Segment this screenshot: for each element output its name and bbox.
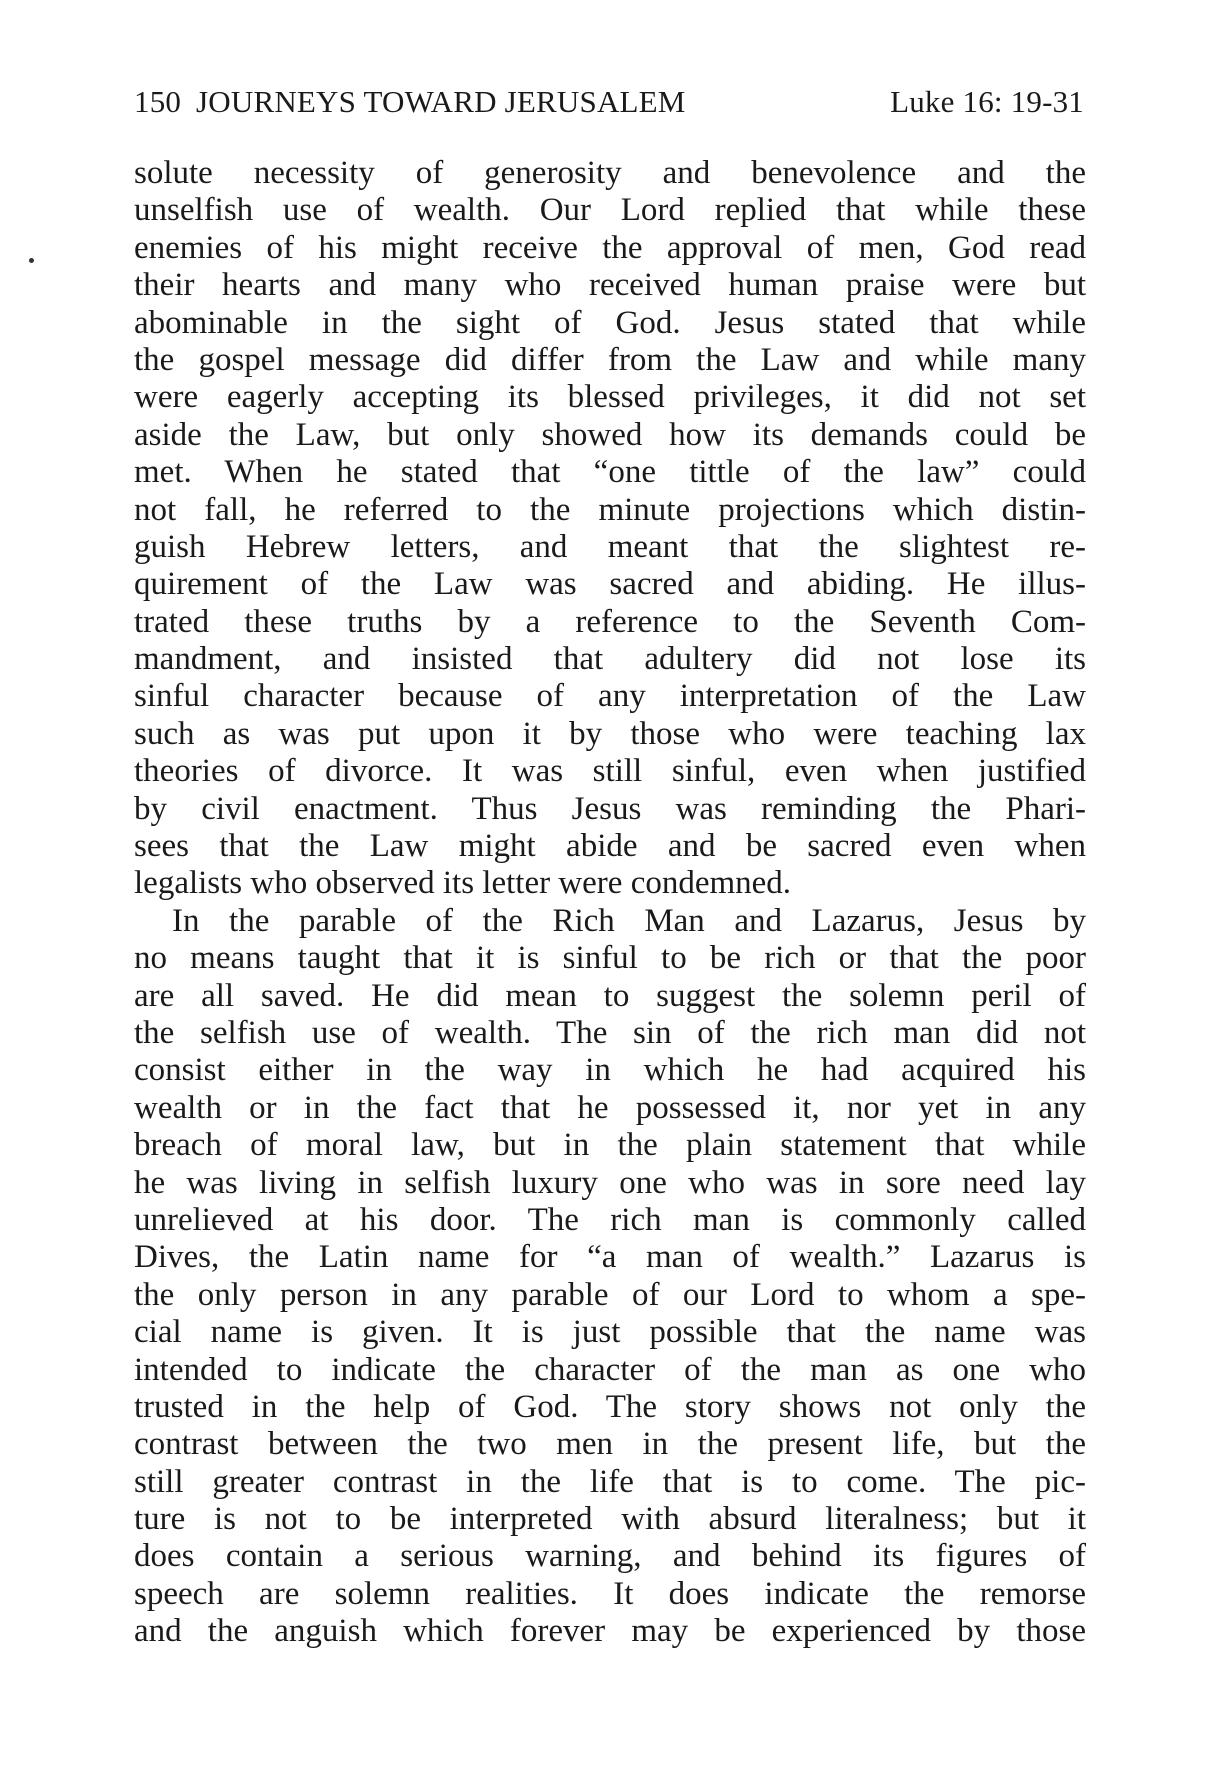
text-line: the selfish use of wealth. The sin of the rich man did not (134, 1014, 1086, 1051)
text-line: unrelieved at his door. The rich man is commonly called (134, 1201, 1086, 1238)
text-line: mandment, and insisted that adultery did not lose its (134, 641, 1086, 678)
text-line: the only person in any parable of our Lord to whom a spe- (134, 1276, 1086, 1313)
text-line: contrast between the two men in the present life, but the (134, 1426, 1086, 1463)
paragraph-end-line: legalists who observed its letter were condemned. (134, 865, 792, 902)
text-line: trusted in the help of God. The story shows not only the (134, 1388, 1086, 1425)
text-line: consist either in the way in which he had acquired his (134, 1052, 1086, 1089)
text-line: the gospel message did differ from the Law and while many (134, 341, 1086, 378)
text-line: quirement of the Law was sacred and abiding. He illus- (134, 566, 1086, 603)
text-line: such as was put upon it by those who were teaching lax (134, 715, 1086, 752)
text-line: no means taught that it is sinful to be rich or that the poor (134, 940, 1086, 977)
text-line: cial name is given. It is just possible that the name was (134, 1314, 1086, 1351)
paragraph-start-line: In the parable of the Rich Man and Lazarus, Jesus by (172, 902, 1086, 939)
text-line: ture is not to be interpreted with absurd literalness; but it (134, 1501, 1086, 1538)
text-line: sinful character because of any interpretation of the Law (134, 678, 1086, 715)
text-line: their hearts and many who received human praise were but (134, 267, 1086, 304)
text-line: sees that the Law might abide and be sacred even when (134, 828, 1086, 865)
text-line: theories of divorce. It was still sinful, even when justified (134, 753, 1086, 790)
text-line: does contain a serious warning, and behind its figures of (134, 1538, 1086, 1575)
page-number: 150 (134, 84, 182, 119)
text-line: he was living in selfish luxury one who was in sore need lay (134, 1164, 1086, 1201)
text-line: met. When he stated that “one tittle of the law” could (134, 454, 1086, 491)
text-line: breach of moral law, but in the plain statement that while (134, 1127, 1086, 1164)
running-header (134, 82, 1084, 122)
text-line: aside the Law, but only showed how its demands could be (134, 416, 1086, 453)
text-line: are all saved. He did mean to suggest the solemn peril of (134, 977, 1086, 1014)
text-line: Dives, the Latin name for “a man of wealth.” Lazarus is (134, 1239, 1086, 1276)
text-line: unselfish use of wealth. Our Lord replied that while these (134, 192, 1086, 229)
body-text (134, 155, 1086, 1651)
text-line: abominable in the sight of God. Jesus stated that while (134, 304, 1086, 341)
text-line: trated these truths by a reference to the Seventh Com- (134, 603, 1086, 640)
text-line: were eagerly accepting its blessed privileges, it did not set (134, 379, 1086, 416)
text-line: intended to indicate the character of the man as one who (134, 1351, 1086, 1388)
text-line: guish Hebrew letters, and meant that the slightest re- (134, 528, 1086, 565)
text-line: wealth or in the fact that he possessed it, nor yet in any (134, 1089, 1086, 1126)
stray-ink-dot (29, 258, 34, 263)
text-line: solute necessity of generosity and benevolence and the (134, 155, 1086, 191)
scripture-reference: Luke 16: 19-31 (890, 84, 1084, 119)
text-line: speech are solemn realities. It does indicate the remorse (134, 1575, 1086, 1612)
text-line: enemies of his might receive the approval of men, God read (134, 229, 1086, 266)
text-line: by civil enactment. Thus Jesus was reminding the Phari- (134, 790, 1086, 827)
running-title: JOURNEYS TOWARD JERUSALEM (196, 84, 686, 119)
text-line: not fall, he referred to the minute projections which distin- (134, 491, 1086, 528)
text-line: still greater contrast in the life that is to come. The pic- (134, 1463, 1086, 1500)
text-line: and the anguish which forever may be experienced by those (134, 1613, 1086, 1650)
